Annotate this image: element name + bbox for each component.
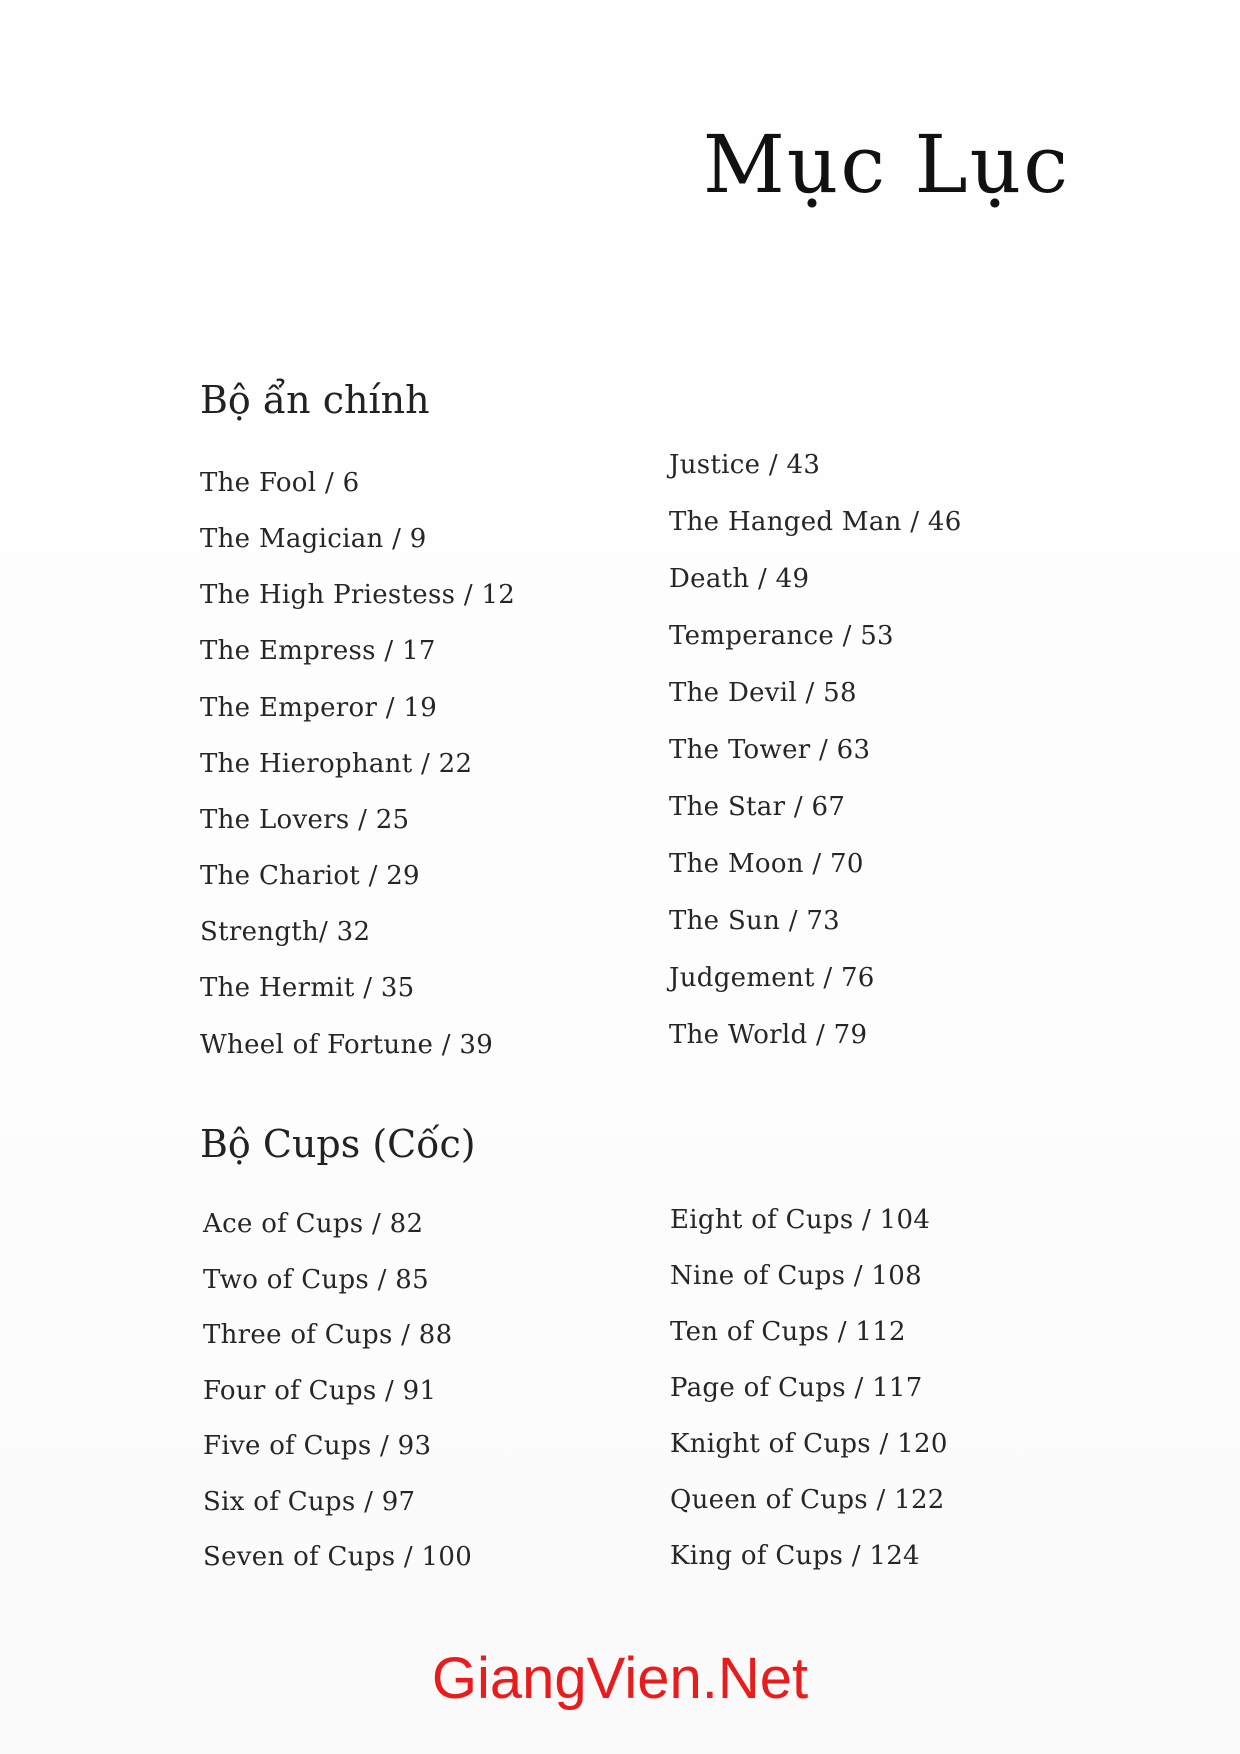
page-title: Mục Lục xyxy=(702,118,1070,211)
toc-entry: The World / 79 xyxy=(669,1020,868,1050)
toc-entry: The Lovers / 25 xyxy=(200,805,410,835)
toc-entry: Ace of Cups / 82 xyxy=(203,1209,424,1239)
toc-entry: The Empress / 17 xyxy=(200,636,436,666)
toc-entry: King of Cups / 124 xyxy=(670,1541,920,1571)
toc-entry: Seven of Cups / 100 xyxy=(203,1542,473,1572)
toc-entry: The Chariot / 29 xyxy=(200,861,420,891)
toc-entry: Knight of Cups / 120 xyxy=(670,1429,948,1459)
watermark-text: GiangVien.Net xyxy=(431,1646,809,1711)
toc-entry: The Tower / 63 xyxy=(669,735,871,765)
toc-entry: Page of Cups / 117 xyxy=(670,1373,923,1403)
toc-entry: The High Priestess / 12 xyxy=(200,580,516,610)
toc-entry: The Hermit / 35 xyxy=(200,973,415,1003)
toc-entry: Queen of Cups / 122 xyxy=(670,1485,945,1515)
toc-entry: Judgement / 76 xyxy=(669,963,875,993)
toc-entry: Five of Cups / 93 xyxy=(203,1431,432,1461)
toc-entry: Nine of Cups / 108 xyxy=(670,1261,922,1291)
toc-entry: The Moon / 70 xyxy=(669,849,864,879)
toc-entry: The Fool / 6 xyxy=(200,468,360,498)
toc-entry: The Devil / 58 xyxy=(669,678,857,708)
toc-entry: Strength/ 32 xyxy=(200,917,371,947)
toc-entry: The Star / 67 xyxy=(669,792,846,822)
toc-entry: Death / 49 xyxy=(669,564,810,594)
section-heading-cups: Bộ Cups (Cốc) xyxy=(200,1122,476,1166)
toc-entry: Four of Cups / 91 xyxy=(203,1376,437,1406)
toc-entry: Three of Cups / 88 xyxy=(203,1320,453,1350)
toc-entry: Eight of Cups / 104 xyxy=(670,1205,931,1235)
toc-entry: Six of Cups / 97 xyxy=(203,1487,416,1517)
toc-entry: The Emperor / 19 xyxy=(200,693,438,723)
toc-entry: The Hierophant / 22 xyxy=(200,749,473,779)
toc-entry: The Magician / 9 xyxy=(200,524,427,554)
toc-entry: Wheel of Fortune / 39 xyxy=(200,1030,494,1060)
toc-entry: Justice / 43 xyxy=(669,450,821,480)
section-heading-major-arcana: Bộ ẩn chính xyxy=(200,378,430,422)
toc-entry: The Sun / 73 xyxy=(669,906,841,936)
toc-entry: Temperance / 53 xyxy=(669,621,894,651)
toc-entry: Two of Cups / 85 xyxy=(203,1265,429,1295)
toc-entry: The Hanged Man / 46 xyxy=(669,507,962,537)
toc-entry: Ten of Cups / 112 xyxy=(670,1317,906,1347)
